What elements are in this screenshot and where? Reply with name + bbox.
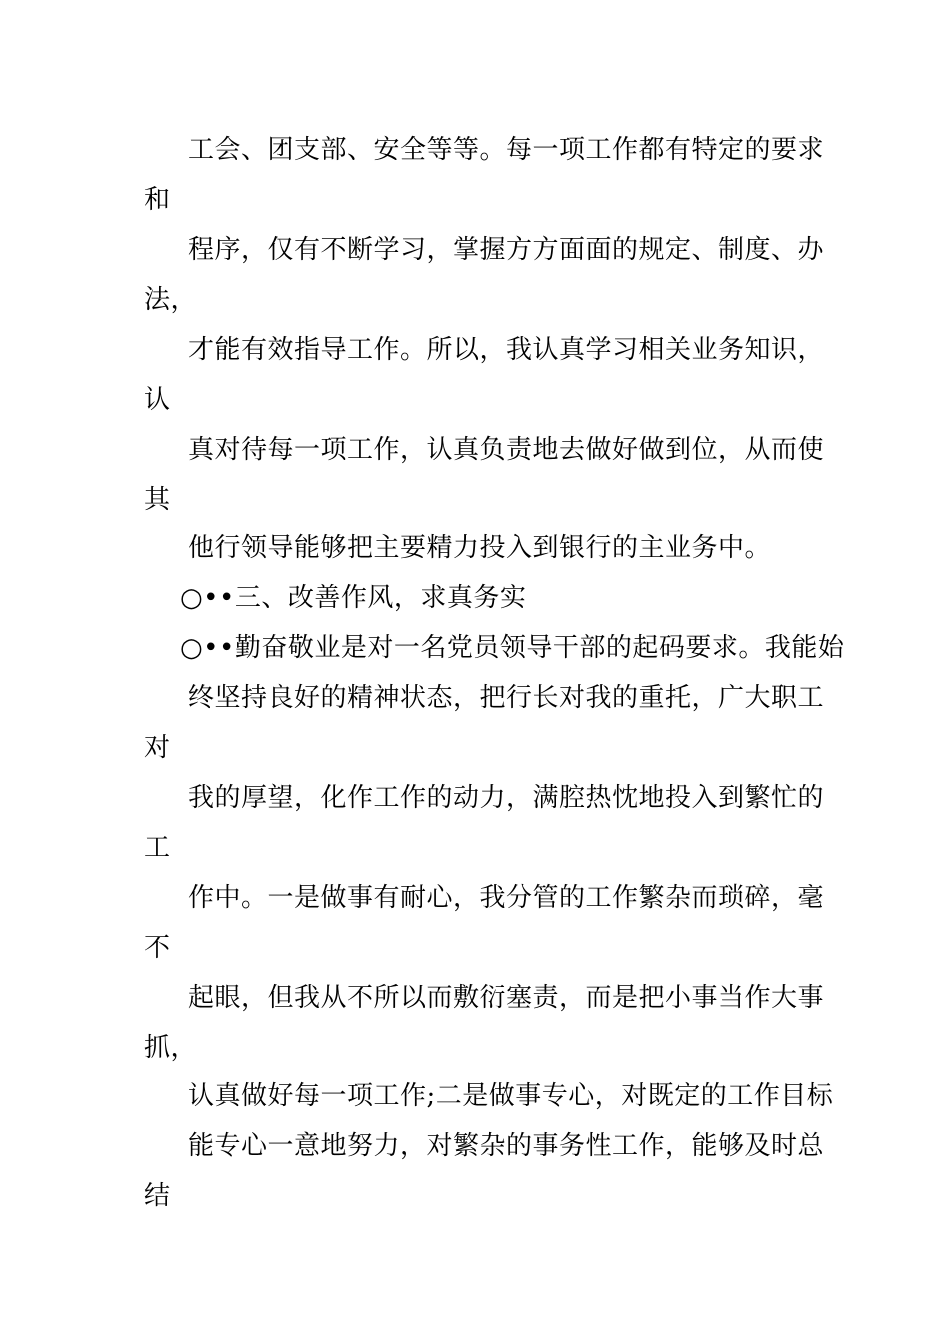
text-line: 我的厚望，化作工作的动力，满腔热忱地投入到繁忙的 bbox=[188, 783, 825, 813]
text-line: 真对待每一项工作，认真负责地去做好做到位，从而使 bbox=[188, 435, 825, 465]
text-line: 抓， bbox=[144, 1033, 198, 1063]
text-line: 法， bbox=[144, 285, 198, 315]
text-line: 起眼，但我从不所以而敷衍塞责，而是把小事当作大事 bbox=[188, 983, 825, 1013]
text-line: 对 bbox=[144, 733, 171, 763]
text-line: 才能有效指导工作。所以，我认真学习相关业务知识， bbox=[188, 335, 825, 365]
text-line: 结 bbox=[144, 1181, 171, 1211]
text-line: 认真做好每一项工作;二是做事专心，对既定的工作目标 bbox=[188, 1081, 834, 1111]
text-line: ○••勤奋敬业是对一名党员领导干部的起码要求。我能始 bbox=[180, 633, 845, 663]
section-heading: ○••三、改善作风，求真务实 bbox=[180, 583, 527, 613]
text-line: 工 bbox=[144, 833, 171, 863]
text-line: 和 bbox=[144, 185, 171, 215]
text-line: 能专心一意地努力，对繁杂的事务性工作，能够及时总 bbox=[188, 1131, 825, 1161]
text-line: 终坚持良好的精神状态，把行长对我的重托，广大职工 bbox=[188, 683, 825, 713]
text-line: 不 bbox=[144, 933, 171, 963]
text-line: 程序，仅有不断学习，掌握方方面面的规定、制度、办 bbox=[188, 235, 825, 265]
text-line: 工会、团支部、安全等等。每一项工作都有特定的要求 bbox=[188, 135, 825, 165]
text-line: 其 bbox=[144, 485, 171, 515]
text-line: 作中。一是做事有耐心，我分管的工作繁杂而琐碎，毫 bbox=[188, 883, 825, 913]
text-line: 他行领导能够把主要精力投入到银行的主业务中。 bbox=[188, 533, 772, 563]
text-line: 认 bbox=[144, 385, 171, 415]
